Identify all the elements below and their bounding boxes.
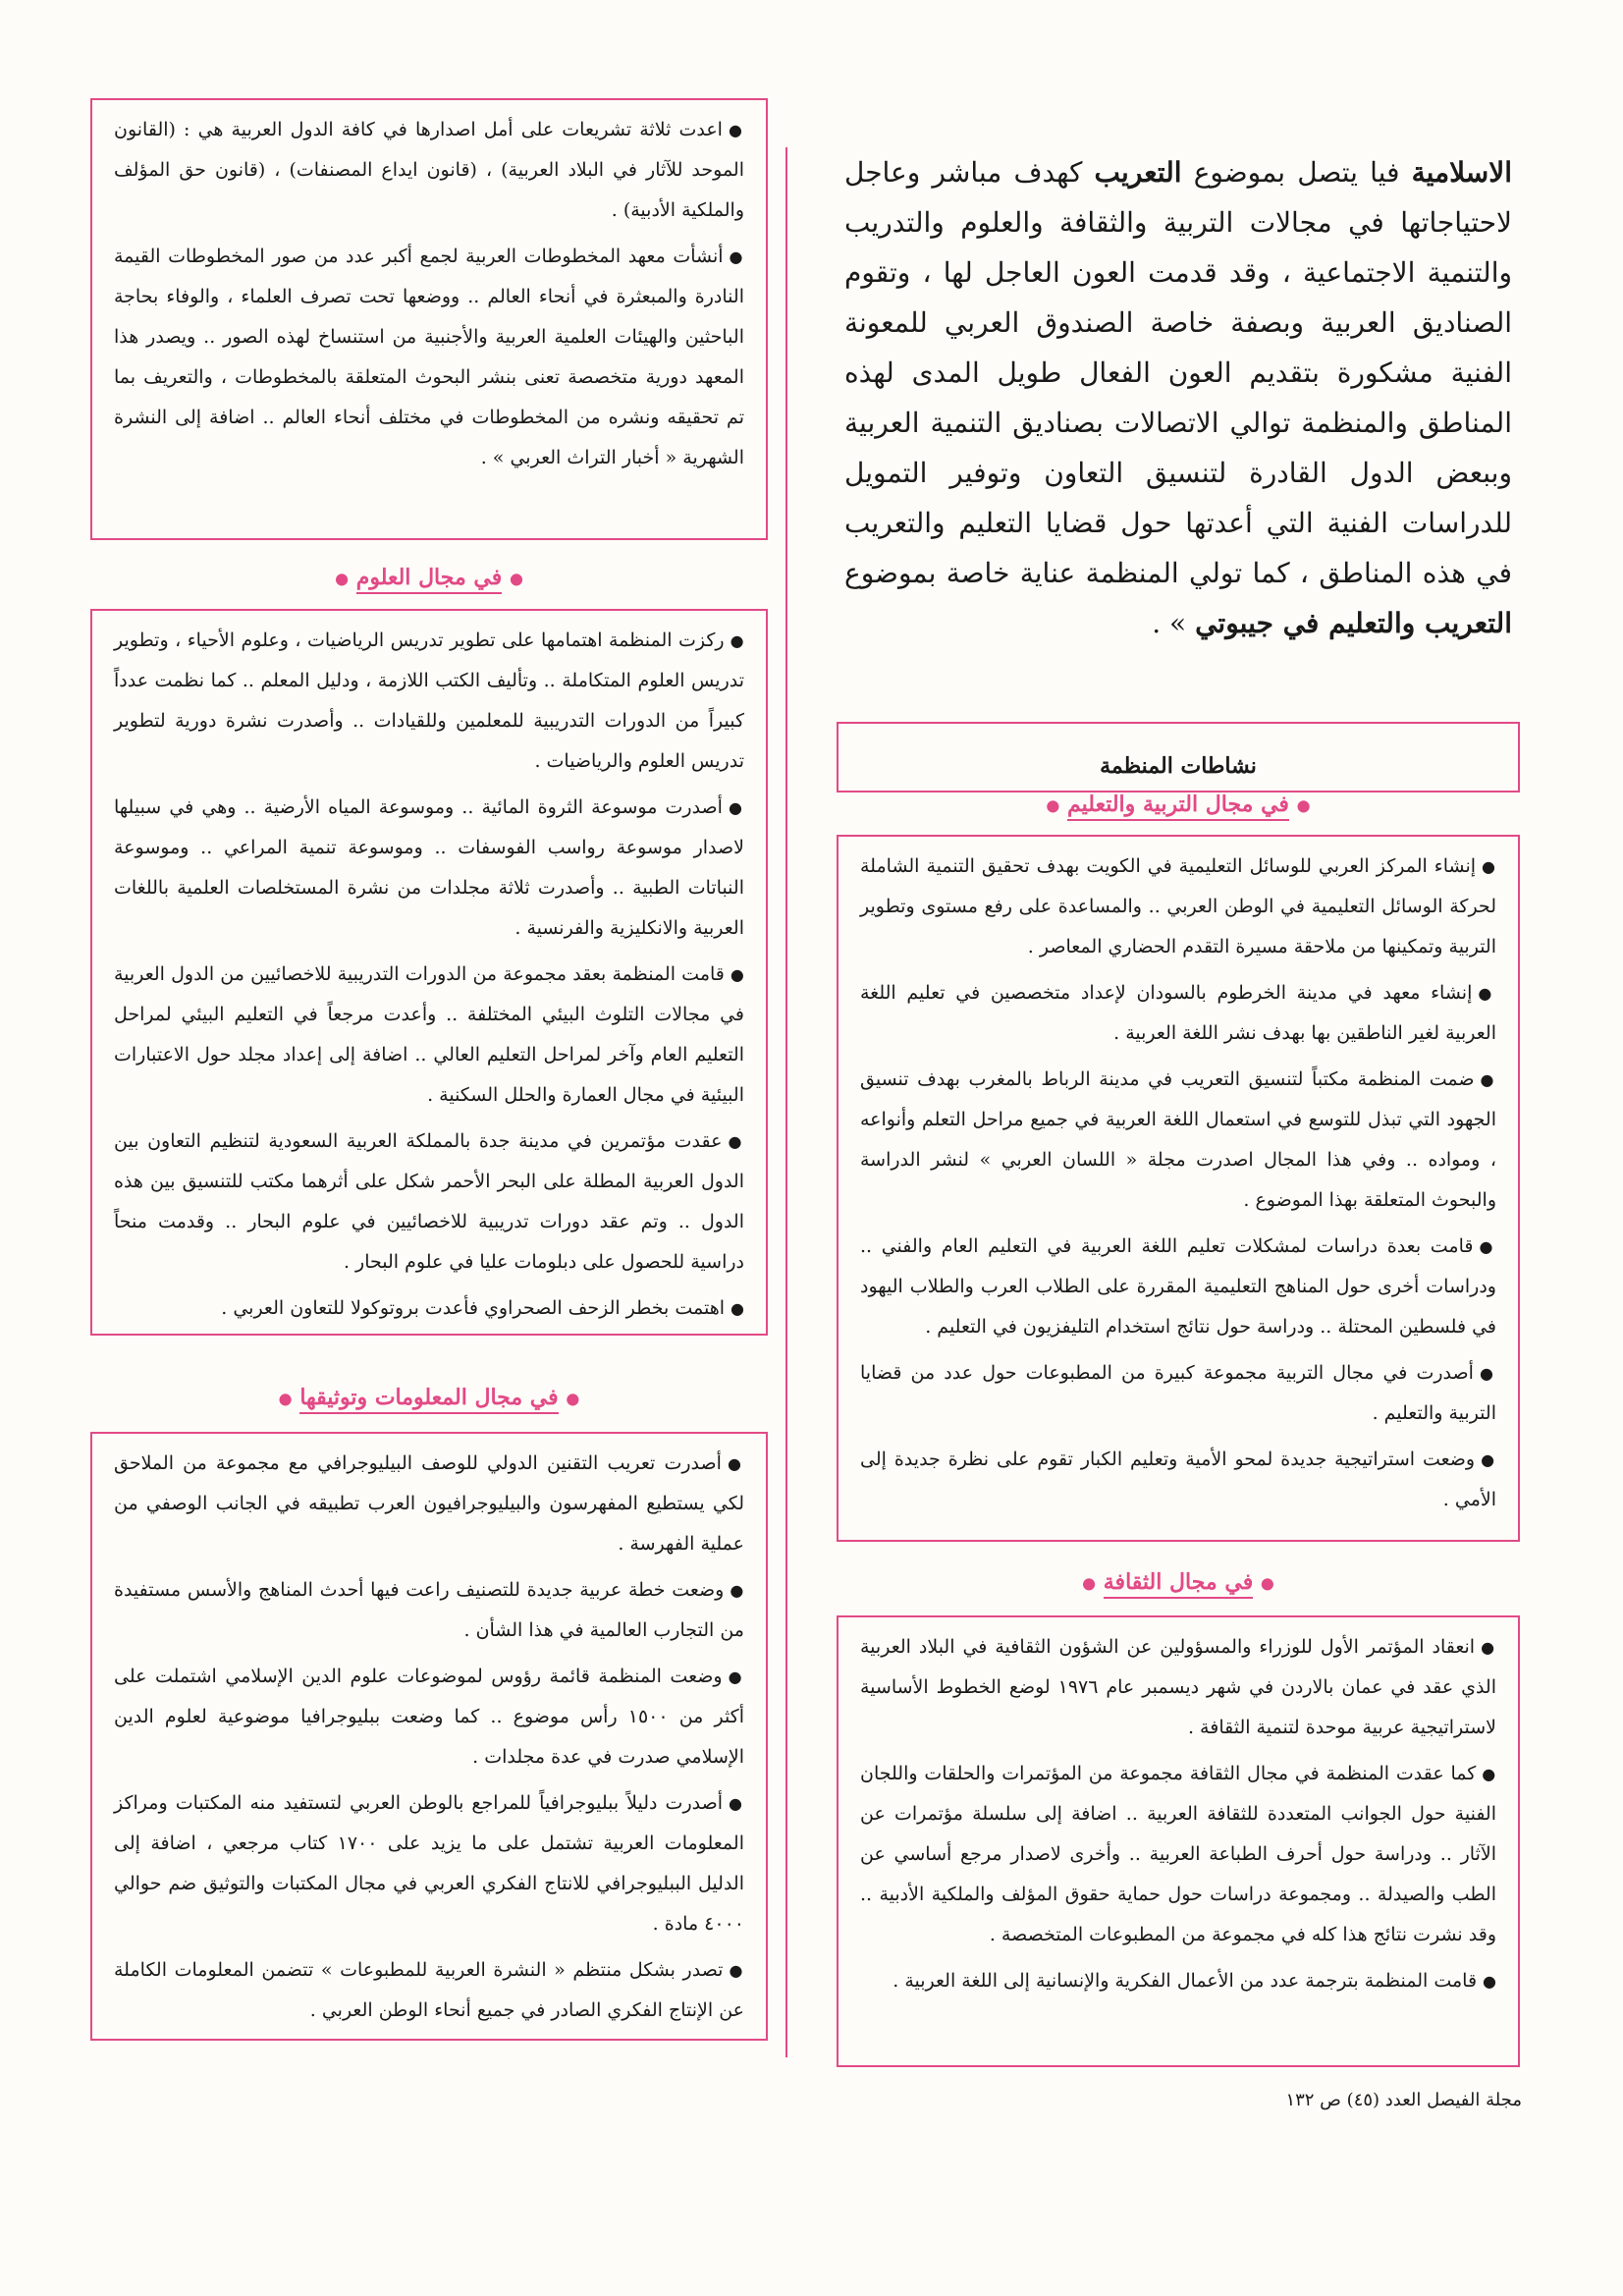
list-item-text: قامت المنظمة بترجمة عدد من الأعمال الفكرية والإنسانية إلى اللغة العربية . <box>893 1970 1478 1992</box>
intro-paragraph <box>844 147 1512 648</box>
list-item-text: كما عقدت المنظمة في مجال الثقافة مجموعة من المؤتمرات والحلقات واللجان الفنية حول الجوانب المتعددة للثقافة العربية .. اضافة إلى سلسلة مؤتمرات عن الآثار .. ودراسة حول أحرف الطباعة العربية .. وأخرى لاصدار مرجع أساسي عن الطب والصيدلة .. ومجموعة دراسات حول حماية حقوق المؤلف والملكية الأدبية .. وقد نشرت نتائج هذا كله في مجموعة من المطبوعات المتخصصة . <box>860 1763 1496 1945</box>
heading-dot-icon: ● <box>1296 795 1311 815</box>
list-item <box>860 1754 1496 1955</box>
bullet-icon: ● <box>728 121 744 139</box>
intro-segment: فيا يتصل بموضوع <box>1181 156 1412 189</box>
heading-dot-icon: ● <box>278 1389 293 1408</box>
list-item-text: ركزت المنظمة اهتمامها على تطوير تدريس الرياضيات ، وعلوم الأحياء ، وتطوير تدريس العلوم المتكاملة .. وتأليف الكتب اللازمة ، ودليل المعلم .. كما نظمت عدداً كبيراً من الدورات التدريبية للمعلمين وللقيادات .. وأصدرت نشرة دورية لتطوير تدريس العلوم والرياضيات . <box>114 629 744 772</box>
section-box-info <box>90 1432 768 2041</box>
list-item-text: اعدت ثلاثة تشريعات على أمل اصدارها في كافة الدول العربية هي : (القانون الموحد للآثار في البلاد العربية) ، (قانون ايداع المصنفات) ، (قانون حق المؤلف والملكية الأدبية) . <box>114 119 744 221</box>
bullet-icon: ● <box>730 631 744 650</box>
intro-segment: الاسلامية <box>1411 156 1512 189</box>
column-divider <box>785 147 787 2057</box>
list-item-text: اهتمت بخطر الزحف الصحراوي فأعدت بروتوكولا للتعاون العربي . <box>221 1297 726 1319</box>
list-item-text: تصدر بشكل منتظم « النشرة العربية للمطبوعات » تتضمن المعلومات الكاملة عن الإنتاج الفكري الصادر في جميع أنحاء الوطن العربي . <box>114 1959 744 2021</box>
list-item-text: أصدرت تعريب التقنين الدولي للوصف البيليوجرافي مع مجموعة من الملاحق لكي يستطيع المفهرسون والبيليوجرافيون العرب تطبيقه في الجانب الوصفي من عملية الفهرسة . <box>114 1452 744 1555</box>
list-item <box>860 1060 1496 1221</box>
list-item <box>860 973 1496 1054</box>
section-box-science <box>90 609 768 1336</box>
list-item-text: أصدرت دليلاً ببليوجرافياً للمراجع بالوطن العربي لتستفيد منه المكتبات ومراكز المعلومات العربية تشتمل على ما يزيد على ١٧٠٠ كتاب مرجعي ، اضافة إلى الدليل الببليوجرافي للانتاج الفكري العربي في مجال المكتبات والتوثيق ضم حوالي ٤٠٠٠ مادة . <box>114 1792 744 1935</box>
section-heading-text: في مجال الثقافة <box>1104 1569 1253 1599</box>
heading-dot-icon: ● <box>1082 1573 1097 1593</box>
list-item-text: عقدت مؤتمرين في مدينة جدة بالمملكة العربية السعودية لتنظيم التعاون بين الدول العربية المطلة على البحر الأحمر شكل على أثرهما مكتب للتنسيق بين هذه الدول .. وتم عقد دورات تدريبية للاخصائيين في علوم البحار .. وقدمت منحاً دراسية للحصول على دبلومات عليا في علوم البحار . <box>114 1130 744 1273</box>
list-item <box>114 237 744 478</box>
list-item <box>114 1657 744 1777</box>
list-item-text: أنشأت معهد المخطوطات العربية لجمع أكبر عدد من صور المخطوطات القيمة النادرة والمبعثرة في أنحاء العالم .. ووضعها تحت تصرف العلماء ، والوفاء بحاجة الباحثين والهيئات العلمية العربية والأجنبية من استنساخ لهذه الصور .. ويصدر هذا المعهد دورية متخصصة تعنى بنشر البحوث المتعلقة بالمخطوطات ، والتعريف بما تم تحقيقه ونشره من المخطوطات في مختلف أنحاء العالم .. اضافة إلى النشرة الشهرية « أخبار التراث العربي » . <box>114 246 744 468</box>
list-item-text: انعقاد المؤتمر الأول للوزراء والمسؤولين عن الشؤون الثقافية في البلاد العربية الذي عقد في عمان بالاردن في شهر ديسمبر عام ١٩٧٦ لوضع الخطوط الأساسية لاستراتيجية عربية موحدة لتنمية الثقافة . <box>860 1636 1496 1738</box>
section-heading-science <box>90 565 768 590</box>
list-item-text: وضعت استراتيجية جديدة لمحو الأمية وتعليم الكبار تقوم على نظرة جديدة إلى الأمي . <box>860 1449 1496 1510</box>
page-footer: مجلة الفيصل العدد (٤٥) ص ١٣٢ <box>1285 2090 1522 2110</box>
section-box-education <box>837 835 1520 1542</box>
list-item-text: إنشاء المركز العربي للوسائل التعليمية في الكويت بهدف تحقيق التنمية الشاملة لحركة الوسائل التعليمية في الوطن العربي .. والمساعدة على رفع مستوى وتطوير التربية وتمكينها من ملاحقة مسيرة التقدم الحضاري المعاصر . <box>860 855 1496 957</box>
bullet-icon: ● <box>727 1454 744 1473</box>
list-item-text: قامت المنظمة بعقد مجموعة من الدورات التدريبية للاخصائيين من الدول العربية في مجالات التلوث البيئي المختلفة .. وأعدت مرجعاً في التعليم البيئي لمراحل التعليم العام وآخر لمراحل التعليم العالي .. اضافة إلى إعداد مجلد حول الاعتبارات البيئية في مجال العمارة والحلل السكنية . <box>114 963 744 1106</box>
list-item-text: إنشاء معهد في مدينة الخرطوم بالسودان لإعداد متخصصين في تعليم اللغة العربية لغير الناطقين بها بهدف نشر اللغة العربية . <box>860 982 1496 1044</box>
list-item <box>860 1627 1496 1748</box>
bullet-icon: ● <box>1483 1972 1496 1991</box>
activities-title-box <box>837 722 1520 793</box>
bullet-icon: ● <box>729 247 744 266</box>
bullet-icon: ● <box>729 1961 744 1980</box>
bullet-icon: ● <box>1481 1638 1496 1657</box>
section-box-culture <box>837 1615 1520 2067</box>
bullet-icon: ● <box>1479 1237 1496 1256</box>
bullet-icon: ● <box>1478 984 1496 1003</box>
section-heading-education <box>837 792 1520 817</box>
list-item <box>114 1444 744 1564</box>
bullet-icon: ● <box>1479 1364 1496 1383</box>
heading-dot-icon: ● <box>1046 795 1060 815</box>
bullet-icon: ● <box>730 1299 744 1318</box>
bullet-icon: ● <box>730 1581 744 1600</box>
list-item <box>114 110 744 231</box>
list-item <box>114 1783 744 1944</box>
list-item <box>114 1950 744 2031</box>
bullet-icon: ● <box>728 1132 744 1151</box>
bullet-icon: ● <box>1482 857 1496 876</box>
heading-dot-icon: ● <box>566 1389 580 1408</box>
bullet-icon: ● <box>1482 1765 1497 1783</box>
list-item-text: وضعت خطة عربية جديدة للتصنيف راعت فيها أحدث المناهج والأسس مستفيدة من التجارب العالمية في هذا الشأن . <box>114 1579 744 1641</box>
intro-segment: التعريب والتعليم في جيبوتي <box>1195 607 1512 639</box>
bullet-icon: ● <box>1481 1450 1496 1469</box>
activities-title: نشاطات المنظمة <box>1100 753 1257 779</box>
list-item-text: أصدرت موسوعة الثروة المائية .. وموسوعة المياه الأرضية .. وهي في سبيلها لاصدار موسوعة رواسب الفوسفات .. وموسوعة تنمية المراعي .. وموسوعة النباتات الطبية .. وأصدرت ثلاثة مجلدات من نشرة المستخلصات العلمية باللغات العربية والانكليزية والفرنسية . <box>114 796 744 939</box>
list-item <box>114 788 744 949</box>
list-item <box>860 847 1496 967</box>
bullet-icon: ● <box>728 798 744 817</box>
list-item <box>114 1288 744 1329</box>
heading-dot-icon: ● <box>509 569 523 588</box>
list-item-text: أصدرت في مجال التربية مجموعة كبيرة من المطبوعات حول عدد من قضايا التربية والتعليم . <box>860 1362 1496 1424</box>
bullet-icon: ● <box>728 1667 744 1686</box>
section-heading-text: في مجال المعلومات وتوثيقها <box>299 1385 558 1414</box>
bullet-icon: ● <box>1480 1070 1496 1089</box>
list-item <box>860 1961 1496 2001</box>
intro-segment: » . <box>1152 607 1196 639</box>
section-heading-text: في مجال العلوم <box>356 565 503 594</box>
bullet-icon: ● <box>729 1794 744 1813</box>
list-item <box>114 955 744 1116</box>
section-heading-culture <box>837 1569 1520 1595</box>
list-item-text: وضعت المنظمة قائمة رؤوس لموضوعات علوم الدين الإسلامي اشتملت على أكثر من ١٥٠٠ رأس موضوع .. كما وضعت ببليوجرافيا موضوعية لعلوم الدين الإسلامي صدرت في عدة مجلدات . <box>114 1666 744 1768</box>
intro-segment: كهدف مباشر وعاجل لاحتياجاتها في مجالات التربية والثقافة والعلوم والتدريب والتنمية الاجتماعية ، وقد قدمت العون العاجل لها ، وتقوم الصناديق العربية وبصفة خاصة الصندوق العربي للمعونة الفنية مشكورة بتقديم العون الفعال طويل المدى لهذه المناطق والمنظمة توالي الاتصالات بصناديق التنمية العربية وببعض الدول القادرة لتنسيق التعاون وتوفير التمويل للدراسات الفنية التي أعدتها حول قضايا التعليم والتعريب في هذه المناطق ، كما تولي المنظمة عناية خاصة بموضوع <box>844 156 1512 589</box>
list-item <box>860 1227 1496 1347</box>
bullet-icon: ● <box>730 965 744 984</box>
section-heading-info <box>90 1385 768 1410</box>
list-item-text: ضمت المنظمة مكتباً لتنسيق التعريب في مدينة الرباط بالمغرب بهدف تنسيق الجهود التي تبذل للتوسع في استعمال اللغة العربية في جميع مراحل التعلم وأنواعه ، ومواده .. وفي هذا المجال اصدرت مجلة « اللسان العربي » لنشر الدراسة والبحوث المتعلقة بهذا الموضوع . <box>860 1068 1496 1211</box>
section-box-continued <box>90 98 768 540</box>
list-item <box>860 1353 1496 1434</box>
list-item <box>114 1570 744 1651</box>
section-heading-text: في مجال التربية والتعليم <box>1067 792 1289 821</box>
list-item <box>114 621 744 782</box>
list-item <box>114 1121 744 1283</box>
intro-segment: التعريب <box>1094 156 1182 189</box>
list-item-text: قامت بعدة دراسات لمشكلات تعليم اللغة العربية في التعليم العام والفني .. ودراسات أخرى حول المناهج التعليمية المقررة على الطلاب العرب والطلاب اليهود في فلسطين المحتلة .. ودراسة حول نتائج استخدام التليفزيون في التعليم . <box>860 1235 1496 1338</box>
list-item <box>860 1440 1496 1520</box>
heading-dot-icon: ● <box>1260 1573 1274 1593</box>
heading-dot-icon: ● <box>335 569 350 588</box>
